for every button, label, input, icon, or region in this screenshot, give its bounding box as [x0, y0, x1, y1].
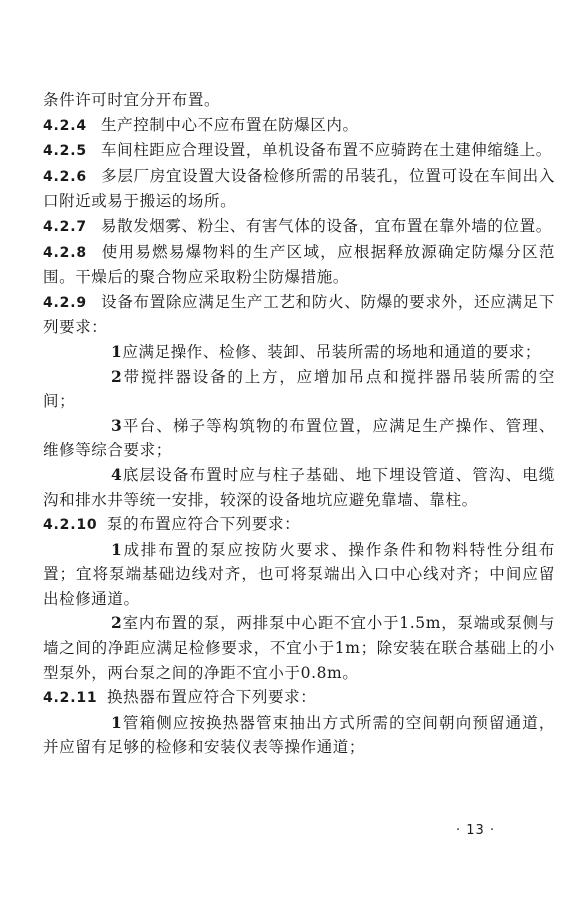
clause-number: 4.2.4	[43, 117, 87, 134]
document-page	[43, 88, 555, 760]
clause-text: 易散发烟雾、粉尘、有害气体的设备，宜布置在靠外墙的位置。	[101, 216, 552, 235]
clause-4-2-6	[43, 164, 555, 214]
page-number: · 13 ·	[456, 823, 496, 838]
item-text: 底层设备布置时应与柱子基础、地下埋设管道、管沟、电缆沟和排水井等统一安排，较深的设备地坑应避免靠墙、靠柱。	[43, 465, 555, 509]
item-text: 管箱侧应按换热器管束抽出方式所需的空间朝向预留通道，并应留有足够的检修和安装仪表等操作通道；	[43, 713, 555, 757]
list-item	[43, 611, 555, 685]
list-item	[43, 340, 555, 365]
clause-4-2-10	[43, 512, 555, 538]
clause-number: 4.2.5	[43, 143, 87, 160]
item-number: 3	[111, 415, 123, 435]
list-item	[43, 711, 555, 760]
continued-paragraph: 条件许可时宜分开布置。	[43, 91, 221, 109]
list-item	[43, 463, 555, 512]
clause-text: 换热器布置应符合下列要求：	[107, 688, 317, 707]
clause-text: 泵的布置应符合下列要求：	[107, 515, 301, 534]
clause-text: 车间柱距应合理设置，单机设备布置不应骑跨在土建伸缩缝上。	[101, 141, 552, 160]
item-text: 应满足操作、检修、装卸、吊装所需的场地和通道的要求；	[122, 342, 541, 361]
list-item	[43, 414, 555, 463]
clause-4-2-8	[43, 240, 555, 290]
clause-4-2-7	[43, 214, 555, 240]
clause-number: 4.2.11	[43, 690, 98, 707]
list-item	[43, 365, 555, 414]
item-number: 2	[111, 366, 123, 386]
item-text: 成排布置的泵应按防火要求、操作条件和物料特性分组布置；宜将泵端基础边线对齐，也可将泵端出入口中心线对齐；中间应留出检修通道。	[43, 540, 555, 608]
list-item	[43, 538, 555, 612]
item-number: 2	[111, 613, 123, 633]
clause-number: 4.2.6	[43, 168, 87, 185]
item-text: 平台、梯子等构筑物的布置位置，应满足生产操作、管理、维修等综合要求；	[43, 416, 555, 460]
item-number: 1	[111, 539, 123, 559]
clause-number: 4.2.10	[43, 517, 98, 534]
item-text: 带搅拌器设备的上方，应增加吊点和搅拌器吊装所需的空间；	[43, 367, 555, 411]
item-number: 1	[111, 341, 123, 361]
clause-text: 多层厂房宜设置大设备检修所需的吊装孔，位置可设在车间出入口附近或易于搬运的场所。	[43, 166, 555, 211]
clause-number: 4.2.8	[43, 244, 87, 261]
clause-text: 生产控制中心不应布置在防爆区内。	[101, 115, 359, 134]
clause-number: 4.2.7	[43, 218, 87, 235]
clause-4-2-9	[43, 290, 555, 340]
item-number: 1	[111, 712, 123, 732]
clause-4-2-11	[43, 685, 555, 711]
clause-4-2-4	[43, 113, 555, 139]
item-text: 室内布置的泵，两排泵中心距不宜小于1.5m，泵端或泵侧与墙之间的净距应满足检修要求，不宜小于1m；除安装在联合基础上的小型泵外，两台泵之间的净距不宜小于0.8m。	[43, 614, 555, 682]
clause-text: 设备布置除应满足生产工艺和防火、防爆的要求外，还应满足下列要求：	[43, 292, 555, 337]
clause-4-2-5	[43, 138, 555, 164]
clause-number: 4.2.9	[43, 294, 87, 311]
clause-text: 使用易燃易爆物料的生产区域，应根据释放源确定防爆分区范围。干燥后的聚合物应采取粉尘防爆措施。	[43, 242, 555, 287]
item-number: 4	[111, 464, 123, 484]
